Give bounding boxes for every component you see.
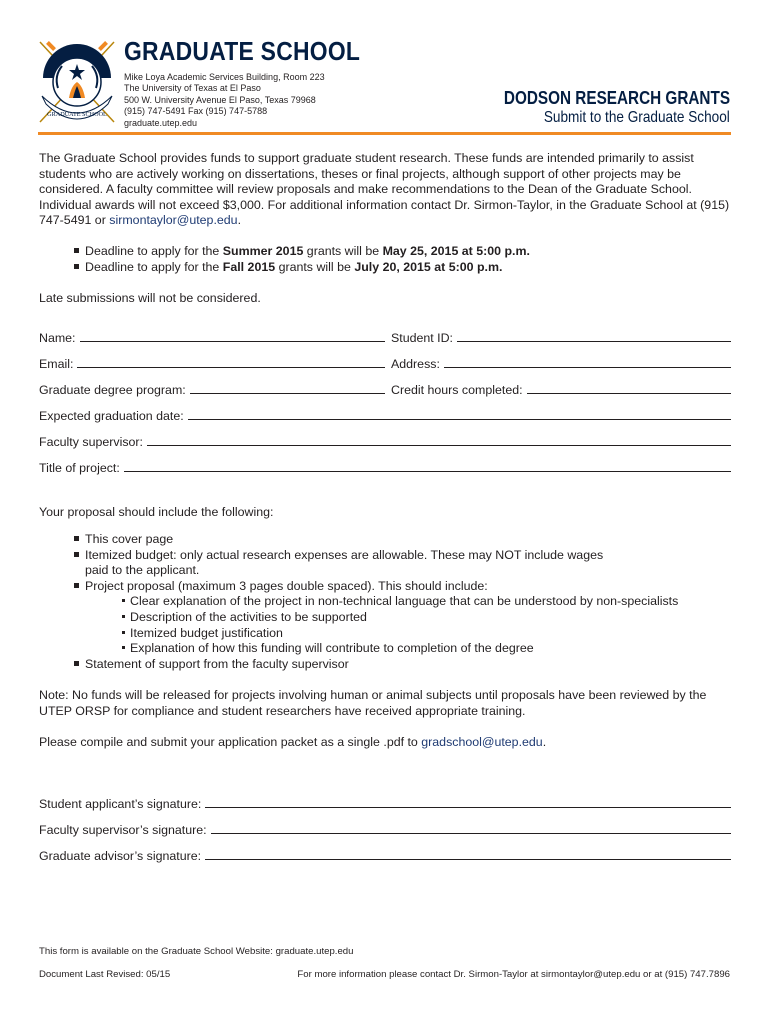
credit-hours-field[interactable] xyxy=(391,381,731,397)
proposal-requirements-list xyxy=(74,532,734,672)
submission-instructions xyxy=(39,735,546,749)
footer-revision-date: Document Last Revised: 05/15 xyxy=(39,969,171,980)
submission-email-link[interactable]: gradschool@utep.edu xyxy=(421,735,543,749)
bullet-icon xyxy=(74,583,79,588)
sub-list-item-text: Explanation of how this funding will contribute to completion of the degree xyxy=(130,641,534,656)
student-signature-line[interactable] xyxy=(205,806,731,808)
list-item xyxy=(74,657,734,673)
sub-list-item-text: Clear explanation of the project in non-technical language that can be understood by non-specialists xyxy=(130,594,679,609)
advisor-signature-line[interactable] xyxy=(205,858,731,860)
header-divider xyxy=(38,132,731,135)
bullet-icon xyxy=(74,661,79,666)
degree-program-field[interactable] xyxy=(39,381,385,397)
deadline-date: May 25, 2015 at 5:00 p.m. xyxy=(382,244,530,258)
address-line: graduate.utep.edu xyxy=(124,117,198,128)
graduation-date-field[interactable] xyxy=(39,407,731,423)
deadline-summer xyxy=(74,244,530,260)
list-item-text: Project proposal (maximum 3 pages double spaced). This should include: xyxy=(85,578,488,593)
list-item-continuation: paid to the applicant. xyxy=(85,563,200,578)
credit-hours-label: Credit hours completed: xyxy=(391,383,523,397)
name-field[interactable] xyxy=(39,329,385,345)
faculty-supervisor-label: Faculty supervisor: xyxy=(39,435,143,449)
grant-subtitle: Submit to the Graduate School xyxy=(544,109,730,126)
footer-availability: This form is available on the Graduate School Website: graduate.utep.edu xyxy=(39,946,354,957)
deadline-text: Deadline to apply for the xyxy=(85,259,223,274)
intro-paragraph xyxy=(39,151,734,229)
small-bullet-icon xyxy=(122,615,125,618)
advisor-signature-label: Graduate advisor’s signature: xyxy=(39,849,202,863)
submission-text: Please compile and submit your application packet as a single .pdf to xyxy=(39,735,422,749)
address-line: 500 W. University Avenue El Paso, Texas 79968 xyxy=(124,94,316,105)
faculty-signature-label: Faculty supervisor’s signature: xyxy=(39,823,207,837)
faculty-supervisor-line[interactable] xyxy=(147,444,731,446)
intro-end: . xyxy=(237,213,242,228)
student-id-label: Student ID: xyxy=(391,331,453,345)
sub-list-item xyxy=(122,626,734,642)
student-id-line[interactable] xyxy=(457,340,731,342)
project-title-label: Title of project: xyxy=(39,461,120,475)
address-line: The University of Texas at El Paso xyxy=(124,83,261,94)
name-line[interactable] xyxy=(80,340,386,342)
compliance-note: Note: No funds will be released for projects involving human or animal subjects until proposals have been reviewed by the UTEP ORSP for compliance and student researchers have received appropriate training. xyxy=(39,688,707,718)
intro-text: The Graduate School provides funds to support graduate student research. These funds are intended primarily to assist students who are actively working on dissertations, theses or final projects, although support of other projects may be considered. A faculty committee will review proposals and make recommendations to the Dean of the Graduate School. Individual awards will not exceed $3,000. For additional information contact Dr. Sirmon-Taylor, in the Graduate School at (915) 747-5491 or xyxy=(39,151,730,228)
project-title-line[interactable] xyxy=(124,470,731,472)
deadline-list xyxy=(74,244,530,275)
deadline-date: July 20, 2015 at 5:00 p.m. xyxy=(354,259,503,274)
sub-list-item-text: Itemized budget justification xyxy=(130,625,283,640)
address-label: Address: xyxy=(391,357,440,371)
grant-title: DODSON RESEARCH GRANTS xyxy=(503,88,730,108)
email-label: Email: xyxy=(39,357,74,371)
credit-hours-line[interactable] xyxy=(527,392,731,394)
faculty-signature-field[interactable] xyxy=(39,821,731,837)
bullet-icon xyxy=(74,248,79,253)
small-bullet-icon xyxy=(122,631,125,634)
advisor-signature-field[interactable] xyxy=(39,847,731,863)
small-bullet-icon xyxy=(122,646,125,649)
address-field[interactable] xyxy=(391,355,731,371)
list-item xyxy=(74,579,734,595)
deadline-term: Summer 2015 xyxy=(222,244,304,258)
list-item-text: Itemized budget: only actual research expenses are allowable. These may NOT include wages xyxy=(85,547,604,562)
late-submission-notice: Late submissions will not be considered. xyxy=(39,291,261,305)
list-item xyxy=(74,548,734,564)
graduation-date-label: Expected graduation date: xyxy=(39,409,184,423)
deadline-text: grants will be xyxy=(303,244,383,258)
sub-list xyxy=(74,594,734,656)
school-title: GRADUATE SCHOOL xyxy=(124,36,361,66)
sub-list-item xyxy=(122,610,734,626)
bullet-icon xyxy=(74,552,79,557)
proposal-heading: Your proposal should include the following: xyxy=(39,505,274,519)
bullet-icon xyxy=(74,536,79,541)
deadline-fall xyxy=(74,260,530,276)
faculty-signature-line[interactable] xyxy=(211,832,731,834)
address-line: Mike Loya Academic Services Building, Room 223 xyxy=(124,72,325,82)
student-signature-label: Student applicant’s signature: xyxy=(39,797,202,811)
address-line: (915) 747-5491 Fax (915) 747-5788 xyxy=(124,106,268,117)
sub-list-item xyxy=(122,641,734,657)
deadline-text: Deadline to apply for the xyxy=(85,244,223,258)
list-item-text: Statement of support from the faculty supervisor xyxy=(85,656,349,671)
footer-contact: For more information please contact Dr. Sirmon-Taylor at sirmontaylor@utep.edu or at (915) 747.7896 xyxy=(297,969,730,980)
bullet-icon xyxy=(74,264,79,269)
small-bullet-icon xyxy=(122,599,125,602)
faculty-supervisor-field[interactable] xyxy=(39,433,731,449)
degree-program-line[interactable] xyxy=(190,392,385,394)
list-item-text: This cover page xyxy=(85,532,174,546)
name-label: Name: xyxy=(39,331,76,345)
graduate-school-seal-logo xyxy=(36,38,118,126)
student-id-field[interactable] xyxy=(391,329,731,345)
graduation-date-line[interactable] xyxy=(188,418,731,420)
sub-list-item-text: Description of the activities to be supported xyxy=(130,609,367,624)
school-address xyxy=(124,72,325,129)
degree-program-label: Graduate degree program: xyxy=(39,383,186,397)
deadline-term: Fall 2015 xyxy=(222,259,276,274)
sub-list-item xyxy=(122,594,734,610)
seal-text: GRADUATE SCHOOL xyxy=(47,111,107,118)
email-line[interactable] xyxy=(77,366,385,368)
deadline-text: grants will be xyxy=(275,259,355,274)
submission-end: . xyxy=(542,735,547,749)
list-item xyxy=(74,532,734,548)
address-line-input[interactable] xyxy=(444,366,731,368)
contact-email-link[interactable]: sirmontaylor@utep.edu xyxy=(109,213,238,228)
student-signature-field[interactable] xyxy=(39,795,731,811)
project-title-field[interactable] xyxy=(39,459,731,475)
email-field[interactable] xyxy=(39,355,385,371)
